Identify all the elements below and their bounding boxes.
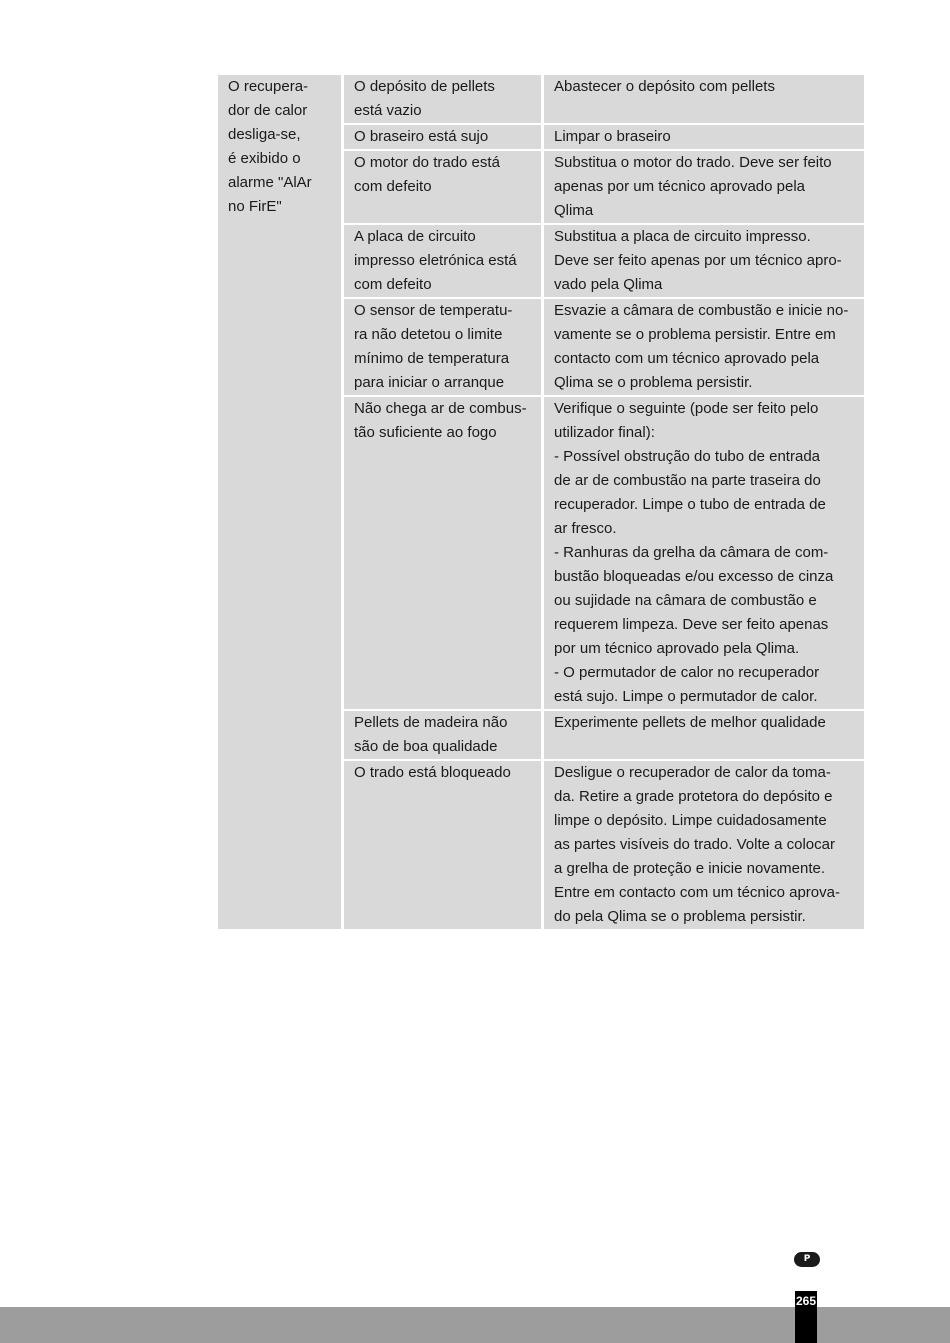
page-number: 265 xyxy=(795,1294,817,1308)
remedy-text: Abastecer o depósito com pellets xyxy=(554,78,775,95)
cause-text: O motor do trado está com defeito xyxy=(354,154,500,195)
cause-text: O braseiro está sujo xyxy=(354,128,489,145)
cause-text: Não chega ar de combus- tão suficiente ao fogo xyxy=(354,400,527,441)
remedy-cell-4 xyxy=(544,225,864,299)
cause-cell-8 xyxy=(344,761,541,929)
remedy-text: Verifique o seguinte (pode ser feito pelo utilizador final): - Possível obstrução do tubo de entrada de ar de combustão na parte traseira do recuperador. Limpe o tubo de entrada de ar fresco. - Ranhuras da grelha da câmara de com- bustão bloqueadas e/ou excesso de cinza ou sujidade na câmara de combustão e requerem limpeza. Deve ser feito apenas por um técnico aprovado pela Qlima. - O permutador de calor no recuperador está sujo. Limpe o permutador de calor. xyxy=(554,400,834,705)
cause-text: O depósito de pellets está vazio xyxy=(354,78,495,119)
cause-cell-6 xyxy=(344,397,541,711)
remedy-text: Experimente pellets de melhor qualidade xyxy=(554,714,826,731)
remedy-text: Esvazie a câmara de combustão e inicie no- vamente se o problema persistir. Entre em contacto com um técnico aprovado pela Qlima se o problema persistir. xyxy=(554,302,849,391)
language-badge: P xyxy=(794,1252,820,1267)
page-number-tab xyxy=(795,1291,817,1343)
troubleshooting-table xyxy=(218,75,864,929)
remedy-text: Limpar o braseiro xyxy=(554,128,671,145)
remedy-cell-1 xyxy=(544,75,864,125)
cause-cell-7 xyxy=(344,711,541,761)
cause-cell-4 xyxy=(344,225,541,299)
cause-text: A placa de circuito impresso eletrónica está com defeito xyxy=(354,228,517,293)
cause-text: O sensor de temperatu- ra não detetou o limite mínimo de temperatura para iniciar o arranque xyxy=(354,302,513,391)
cause-cell-5 xyxy=(344,299,541,397)
cause-text: O trado está bloqueado xyxy=(354,764,511,781)
symptom-cell xyxy=(218,75,341,929)
remedy-cell-2 xyxy=(544,125,864,151)
symptom-text: O recupera- dor de calor desliga-se, é exibido o alarme "AlAr no FirE" xyxy=(228,78,312,215)
remedy-cell-7 xyxy=(544,711,864,761)
remedy-cell-6 xyxy=(544,397,864,711)
cause-cell-2 xyxy=(344,125,541,151)
cause-text: Pellets de madeira não são de boa qualidade xyxy=(354,714,508,755)
remedy-text: Desligue o recuperador de calor da toma- da. Retire a grade protetora do depósito e limpe o depósito. Limpe cuidadosamente as partes visíveis do trado. Volte a colocar a grelha de proteção e inicie novamente. Entre em contacto com um técnico aprova- do pela Qlima se o problema persistir. xyxy=(554,764,840,925)
cause-cell-1 xyxy=(344,75,541,125)
remedy-text: Substitua a placa de circuito impresso. Deve ser feito apenas por um técnico apro- vado pela Qlima xyxy=(554,228,842,293)
remedy-text: Substitua o motor do trado. Deve ser feito apenas por um técnico aprovado pela Qlima xyxy=(554,154,832,219)
remedy-cell-3 xyxy=(544,151,864,225)
remedy-cell-5 xyxy=(544,299,864,397)
remedy-cell-8 xyxy=(544,761,864,929)
cause-cell-3 xyxy=(344,151,541,225)
